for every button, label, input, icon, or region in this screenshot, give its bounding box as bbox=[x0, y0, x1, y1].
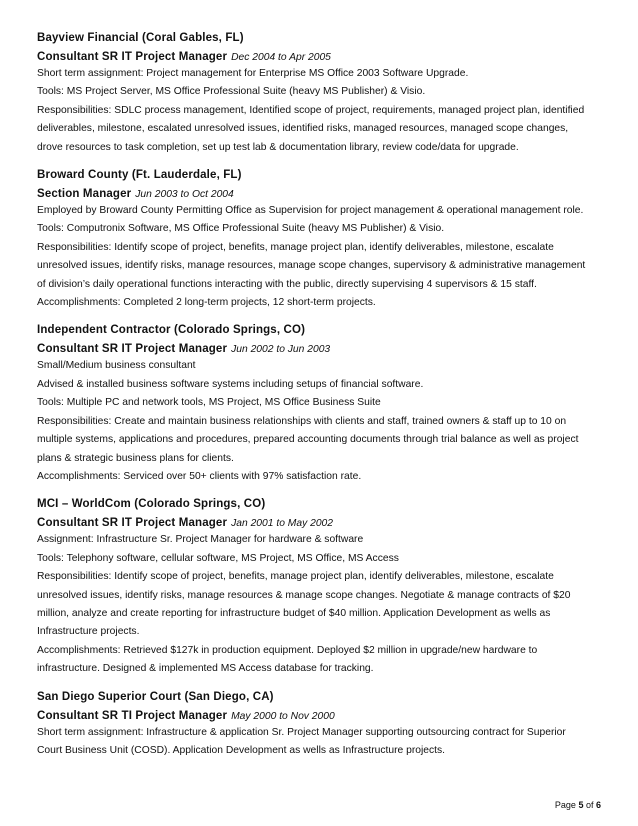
description-line: Tools: Computronix Software, MS Office Professional Suite (heavy MS Publisher) & Visio. bbox=[37, 223, 445, 235]
description-line: Tools: MS Project Server, MS Office Professional Suite (heavy MS Publisher) & Visio. bbox=[37, 86, 426, 98]
job-dates: Dec 2004 to Apr 2005 bbox=[231, 52, 331, 63]
description-line: multiple systems, applications and procedures, prepared accounting documents through trial balance as well as project bbox=[37, 434, 579, 446]
job-title: Consultant SR IT Project Manager bbox=[37, 51, 228, 63]
description-line: Employed by Broward County Permitting Office as Supervision for project management & operational management role. bbox=[37, 205, 584, 217]
job-dates: May 2000 to Nov 2000 bbox=[231, 710, 335, 722]
job-entry-bayview bbox=[37, 30, 607, 157]
description-line: Court Business Unit (COSD). Application Development as wells as Infrastructure projects. bbox=[37, 744, 446, 756]
description-line: unresolved issues, identify risks, manage resources & manage scope changes. Negotiate & manage contracts of $20 bbox=[37, 589, 571, 601]
page-number-prefix: Page bbox=[554, 800, 579, 810]
job-entry-independent bbox=[37, 322, 607, 486]
job-title: Consultant SR IT Project Manager bbox=[37, 517, 228, 530]
description-line: Accomplishments: Completed 2 long-term projects, 12 short-term projects. bbox=[37, 297, 376, 309]
employer-heading: MCI – WorldCom (Colorado Springs, CO) bbox=[37, 498, 266, 511]
description-line: unresolved issues, identify risks, manage resources, manage scope changes, supervisory & administrative management bbox=[37, 260, 586, 272]
employer-heading: Independent Contractor (Colorado Springs, CO) bbox=[37, 324, 306, 337]
employer-heading: Broward County (Ft. Lauderdale, FL) bbox=[37, 169, 242, 182]
page-number bbox=[555, 800, 601, 810]
job-title-line bbox=[37, 47, 607, 65]
job-title: Consultant SR IT Project Manager bbox=[37, 343, 228, 356]
job-title-line bbox=[37, 513, 607, 531]
description-line: Advised & installed business software systems including setups of financial software. bbox=[37, 378, 424, 390]
description-line: Responsibilities: Identify scope of project, benefits, manage project plan, identify deliverables, milestone, escalate bbox=[37, 571, 554, 583]
job-title-line bbox=[37, 184, 607, 202]
page-number-total: 6 bbox=[595, 800, 601, 810]
employer-heading: San Diego Superior Court (San Diego, CA) bbox=[37, 690, 274, 703]
description-line: Infrastructure projects. bbox=[37, 626, 140, 638]
description-line: Assignment: Infrastructure Sr. Project Manager for hardware & software bbox=[37, 534, 364, 546]
description-line: Tools: Telephony software, cellular software, MS Project, MS Office, MS Access bbox=[37, 552, 399, 564]
job-entry-broward bbox=[37, 167, 607, 312]
description-line: Responsibilities: Identify scope of project, benefits, manage project plan, identify deliverables, milestone, escalate bbox=[37, 241, 554, 253]
job-entry-san-diego bbox=[37, 689, 607, 761]
job-entry-mci-worldcom bbox=[37, 496, 607, 678]
description-line: Small/Medium business consultant bbox=[37, 360, 196, 372]
job-title-line bbox=[37, 339, 607, 357]
description-line: deliverables, milestone, escalated unresolved issues, identified risks, managed resources, managed scope changes, bbox=[37, 123, 569, 135]
description-line: plans & strategic business plans for clients. bbox=[37, 452, 234, 464]
job-title-line bbox=[37, 706, 607, 724]
description-line: Short term assignment: Project management for Enterprise MS Office 2003 Software Upgrade. bbox=[37, 68, 469, 79]
job-dates: Jun 2003 to Oct 2004 bbox=[135, 189, 234, 201]
page-number-current: 5 bbox=[578, 800, 584, 810]
description-line: Short term assignment: Infrastructure & application Sr. Project Manager supporting outsourcing contract for Superior bbox=[37, 726, 566, 738]
job-dates: Jun 2002 to Jun 2003 bbox=[231, 344, 331, 356]
description-line: of division’s daily operational functions interacting with the public, directly supervising 4 supervisors & 15 staff. bbox=[37, 278, 537, 290]
resume-page bbox=[37, 30, 607, 770]
description-line: Responsibilities: SDLC process management, Identified scope of project, requirements, managed project plan, identified bbox=[37, 104, 585, 116]
page-number-separator: of bbox=[583, 800, 596, 810]
job-title: Section Manager bbox=[37, 188, 132, 201]
description-line: Accomplishments: Retrieved $127k in production equipment. Deployed $2 million in upgrade/new hardware to bbox=[37, 644, 538, 656]
employer-heading: Bayview Financial (Coral Gables, FL) bbox=[37, 32, 244, 44]
description-line: infrastructure. Designed & implemented MS Access database for tracking. bbox=[37, 663, 374, 675]
description-line: Tools: Multiple PC and network tools, MS Project, MS Office Business Suite bbox=[37, 397, 381, 409]
description-line: million, analyze and create reporting for infrastructure budget of $40 million. Application Development as wells as bbox=[37, 607, 551, 619]
job-title: Consultant SR TI Project Manager bbox=[37, 709, 228, 722]
description-line: Accomplishments: Serviced over 50+ clients with 97% satisfaction rate. bbox=[37, 470, 362, 482]
job-dates: Jan 2001 to May 2002 bbox=[231, 518, 334, 530]
description-line: drove resources to task completion, set up test lab & documentation library, review code/data for upgrade. bbox=[37, 141, 519, 153]
description-line: Responsibilities: Create and maintain business relationships with clients and staff, trained owners & staff up to 10 on bbox=[37, 415, 567, 427]
